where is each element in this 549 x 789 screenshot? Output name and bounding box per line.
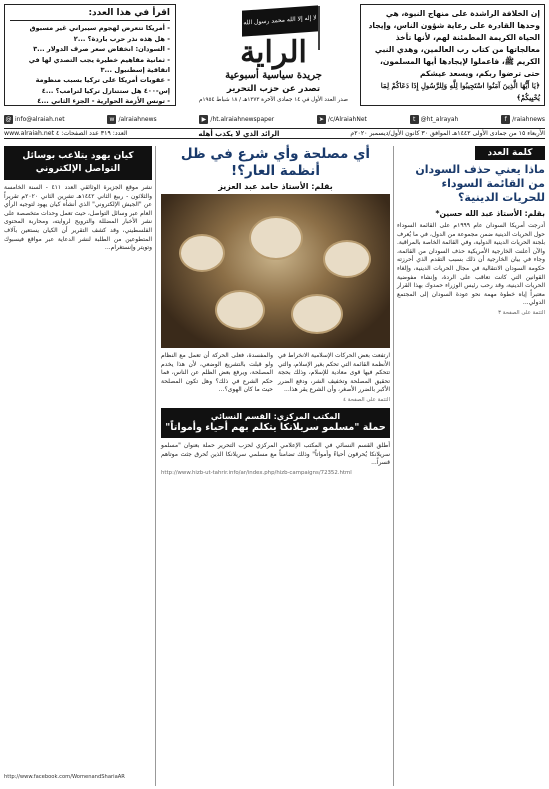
intro-box xyxy=(360,4,545,106)
lead-body-left: والمفسدة، فعلى الحركة أن تعمل مع النظام ولو قبلت بالتشريع الوضعي، لأن هذا يخدم المصلحة، ويرفع بعض الظلم عن الناس، فما حكم الشرع في ذلك؟ وهل تكون المصلحة حيث ما كان الهوى؟... xyxy=(161,352,273,394)
youtube-icon: ▶ xyxy=(199,115,208,124)
lead-continued[interactable]: التتمة على الصفحة ٤ xyxy=(343,396,390,403)
editorial-column xyxy=(393,146,545,786)
issue-bar xyxy=(4,128,545,139)
contents-heading: اقرأ في هذا العدد: xyxy=(10,8,170,21)
contents-item[interactable]: - عقوبات أمريكا على تركيا بسبب منظومة إس-٤٠٠ هل ستتنازل تركيا لترامب؟ ...٤ xyxy=(10,75,170,96)
publisher-line: تصدر عن حزب التحرير xyxy=(226,84,321,94)
lead-body-right: ارتفعت بعض الحركات الإسلامية الانخراط في الأنظمة القائمة التي تحكم بغير الإسلام، والتي تتحكم فيها قوى معادية للإسلام، وذلك بحجة تحقيق المصلحة وتخفيف الشر، ودفع الضرر الأكبر بالضرر الأصغر، وأن الشرع يقر هذا... xyxy=(278,352,390,394)
newspaper-subtitle: جريدة سياسية أسبوعية xyxy=(225,70,322,81)
contents-box xyxy=(4,4,176,106)
editorial-title[interactable]: ماذا يعني حذف السودان من القائمة السوداء للحريات الدينية؟ xyxy=(415,163,545,204)
newspaper-logo[interactable]: الراية xyxy=(240,35,307,70)
social-link[interactable] xyxy=(107,115,156,124)
social-link[interactable] xyxy=(4,115,65,124)
issue-number[interactable]: العدد: ٣١٩ عدد الصفحات: ٤ www.alraiah.net xyxy=(4,130,128,137)
campaign-body: أطلق القسم النسائي في المكتب الإعلامي المركزي لحزب التحرير حملة بعنوان "مسلمو سريلانكا يُحرقون أحياءً وأمواتاً" وذلك تضامناً مع مسلمي سريلانكا الذين تُحرق جثث موتاهم قسراً... xyxy=(161,441,390,467)
issue-date: الأربعاء ١٥ من جمادى الأولى ١٤٤٢هـ الموافق ٣٠ كانون الأول/ديسمبر ٢٠٢٠م xyxy=(350,130,545,137)
social-link[interactable] xyxy=(410,115,459,124)
contents-item[interactable]: - تونس الأزمة الحوارية - الجزء الثاني ...٤ xyxy=(10,96,170,106)
social-label: /c/AlraiahNet xyxy=(327,115,367,123)
masthead xyxy=(180,2,367,108)
contents-item[interactable]: - ثمانية مفاهيم خطيرة يجب التصدي لها في اتفاقية إسطنبول ...٣ xyxy=(10,55,170,76)
side-title[interactable]: كيان يهود يتلاعب بوسائل التواصل الإلكتروني xyxy=(4,146,152,180)
campaign-link[interactable]: http://www.hizb-ut-tahrir.info/ar/index.php/hizb-campaigns/72352.html xyxy=(161,469,352,476)
facebook-link[interactable]: http://www.facebook.com/WomenandShariaAR xyxy=(4,774,125,780)
contents-item[interactable]: - هل هذه نذر حرب باردة؟ ...٢ xyxy=(10,34,170,44)
social-label: info@alraiah.net xyxy=(15,115,65,123)
social-label: /raiahnews xyxy=(512,115,545,123)
intro-ayah: ﴿يَا أَيُّهَا الَّذِينَ آمَنُوا اسْتَجِيبُوا لِلَّهِ وَلِلرَّسُولِ إِذَا دَعَاكُمْ لِمَا يُحْيِيكُمْ﴾ xyxy=(380,81,540,102)
lead-article xyxy=(161,146,390,786)
slogan: الرائد الذي لا يكذب أهله xyxy=(198,130,280,138)
twitter-icon: t xyxy=(410,115,419,124)
telegram-icon: ➤ xyxy=(318,115,324,123)
lead-author: بقلم: الأستاذ حامد عبد العزيز xyxy=(218,182,333,191)
campaign-header xyxy=(161,408,390,438)
editorial-author: بقلم: الأستاذ عبد الله حسين* xyxy=(435,209,545,218)
social-label: /alraiahnews xyxy=(118,115,157,123)
side-article xyxy=(4,146,156,786)
lead-photo xyxy=(161,194,390,348)
social-link[interactable] xyxy=(501,115,545,124)
editorial-body: أدرجت أمريكا السودان عام ١٩٩٩م على القائمة السوداء حول الحريات الدينية ضمن مجموعة من الدول، في ما يُعرف بلجنة الحريات الدينية الدولية، وفي القائمة الخاصة بالمراقبة. والآن أعلنت الخارجية الأمريكية حذف السودان من القائمة، وجاء في بيان الخارجية أن ذلك بسبب التقدم الذي أحرزته حكومة السودان الانتقالية في مجال الحريات الدينية، وإلغاء القوانين التي كانت تعاقب على الردة، وإنشاء مفوضية الحريات الدينية، وقد رحب رئيس الوزراء حمدوك بهذا القرار معتبراً إياه خطوة مهمة نحو عودة السودان إلى المجتمع الدولي... xyxy=(397,222,545,307)
social-label: /ht.alraiahnewspaper xyxy=(210,115,275,123)
email-icon: @ xyxy=(5,115,12,123)
contents-item[interactable]: - أمريكا تتعرض لهجوم سيبراني غير مسبوق xyxy=(10,23,170,33)
social-link[interactable] xyxy=(199,115,274,124)
contents-item[interactable]: - السودان: انخفاض سعر صرف الدولار ...٣ xyxy=(10,44,170,54)
social-link[interactable] xyxy=(317,115,367,124)
intro-text: إن الخلافة الراشدة على منهاج النبوة، هي وحدها القادرة على رعاية شؤون الناس، وإيجاد الحياة الكريمة المطمئنة لهم، لأنها تأخذ معالجاتها من كتاب رب العالمين، وهدي النبي الكريم ﷺ، فاعملوا لإيجادها أيها المسلمون، حتى ترضوا ربكم، ويسعد عيشكم xyxy=(368,9,540,78)
facebook-icon: f xyxy=(501,115,510,124)
campaign-kicker: المكتب المركزي: القسم النسائي xyxy=(210,411,341,421)
editorial-continued[interactable]: التتمة على الصفحة ٣ xyxy=(498,309,545,316)
side-body: نشر موقع الجزيرة الوثائقي العدد ٤١١ - السنة الخامسة والثلاثون - ربيع الثاني ١٤٤٢هـ تشرين الثاني ٢٠٢٠م تقريراً عن "الجيش الإلكتروني" الذي أنشأه كيان يهود لتوجيه الرأي العام عبر وسائل التواصل، حيث تعمل وحدات متخصصة على نشر الأخبار المضللة والترويج لروايته، ومحاربة المحتوى الفلسطيني، وقد كشف التقرير أن الكيان يستعين بآلاف المتطوعين من الطلبة لنشر الدعاية عبر مواقع فيسبوك وتويتر وإنستغرام... xyxy=(4,184,152,252)
founding-line: صدر العدد الأول في ١٤ جمادى الآخرة ١٣٧٣هـ / ١٨ شباط ١٩٥٤م xyxy=(199,97,348,103)
lead-body-columns xyxy=(161,352,390,395)
editorial-label: كلمة العدد xyxy=(475,146,545,160)
social-bar xyxy=(4,112,545,126)
campaign-title[interactable]: حملة "مسلمو سريلانكا يتكلم بهم أحياء وأمواتاً" xyxy=(165,421,386,433)
social-label: @ht_alrayah xyxy=(420,115,459,123)
contents-list xyxy=(10,23,170,106)
flag-icon: لا إله إلا الله محمد رسول الله xyxy=(242,5,318,36)
lead-title[interactable]: أي مصلحة وأي شرع في ظل أنظمة العار؟! xyxy=(180,146,371,179)
web-icon: w xyxy=(107,115,116,124)
